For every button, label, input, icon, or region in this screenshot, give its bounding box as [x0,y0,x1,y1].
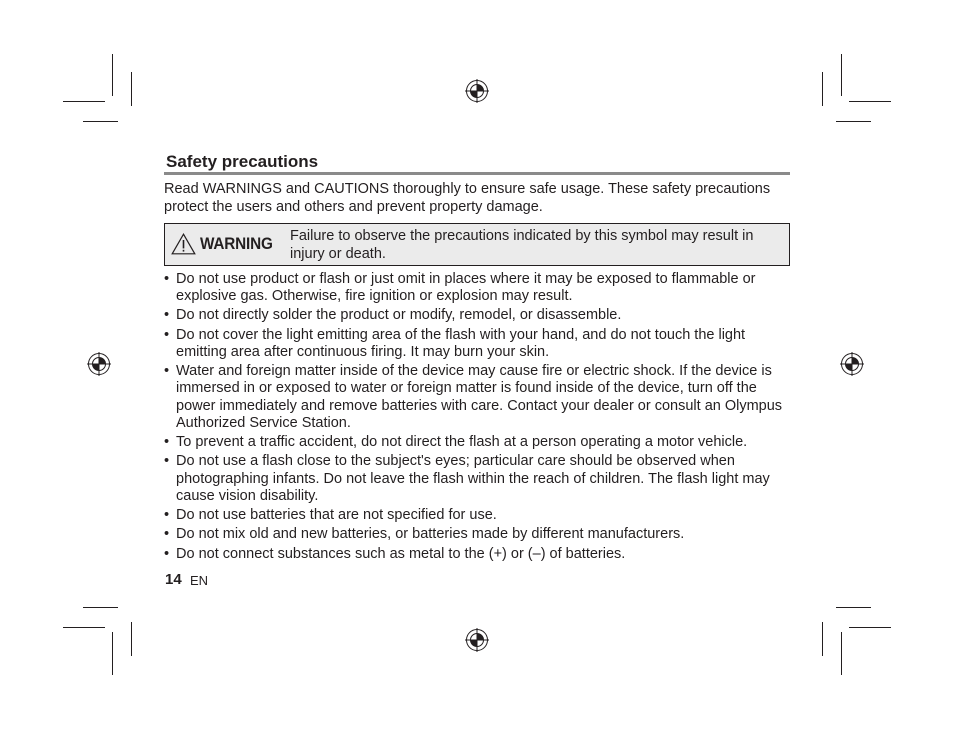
precautions-list [164,271,788,565]
bullet-icon: • [164,326,170,343]
list-item-text: Do not use a flash close to the subject's eyes; particular care should be observed when photographing infants. Do not leave the flash within the reach of children. The flash light may cause vision disability. [176,453,770,505]
registration-mark-icon [87,352,111,376]
page-number: 14 [165,571,182,588]
list-item-text: Do not use batteries that are not specified for use. [176,507,497,524]
list-item-text: To prevent a traffic accident, do not direct the flash at a person operating a motor vehicle. [176,434,748,451]
crop-mark [112,632,113,675]
list-item [164,271,788,306]
crop-mark [63,101,105,102]
registration-mark-icon [465,628,489,652]
bullet-icon: • [164,307,170,324]
intro-paragraph: Read WARNINGS and CAUTIONS thoroughly to ensure safe usage. These safety precautions protect the users and others and prevent property damage. [164,181,771,215]
crop-mark [112,54,113,96]
registration-mark-icon [465,79,489,103]
bullet-icon: • [164,507,170,524]
list-item [164,453,788,505]
list-item [164,307,788,324]
crop-mark [841,54,842,96]
section-title-rule [164,172,790,175]
crop-mark [63,627,105,628]
list-item [164,507,788,524]
page-language: EN [190,573,209,588]
list-item-text: Do not cover the light emitting area of the flash with your hand, and do not touch the light emitting area after continuous firing. It may burn your skin. [176,326,746,360]
crop-mark [822,622,823,656]
bullet-icon: • [164,434,170,451]
list-item [164,363,788,432]
list-item-text: Do not directly solder the product or modify, remodel, or disassemble. [176,307,622,324]
bullet-icon: • [164,363,170,380]
crop-mark [841,632,842,675]
bullet-icon: • [164,545,170,562]
warning-box [164,223,790,266]
bullet-icon: • [164,526,170,543]
crop-mark [83,607,118,608]
list-item-text: Do not mix old and new batteries, or batteries made by different manufacturers. [176,526,685,543]
list-item [164,526,788,543]
section-title: Safety precautions [166,152,319,171]
warning-label-group [171,232,281,256]
crop-mark [836,607,871,608]
bullet-icon: • [164,271,170,287]
crop-mark [131,622,132,656]
warning-label: WARNING [200,234,273,253]
crop-mark [849,101,891,102]
crop-mark [131,72,132,106]
warning-triangle-icon [171,233,196,255]
crop-mark [822,72,823,106]
crop-mark [83,121,118,122]
registration-mark-icon [840,352,864,376]
list-item [164,546,788,563]
warning-text: Failure to observe the precautions indicated by this symbol may result in injury or death. [290,228,754,262]
crop-mark [836,121,871,122]
crop-mark [849,627,891,628]
list-item-text: Do not use product or flash or just omit in places where it may be exposed to flammable or explosive gas. Otherwise, fire ignition or explosion may result. [176,271,756,305]
list-item [164,434,788,451]
list-item-text: Water and foreign matter inside of the device may cause fire or electric shock. If the device is immersed in or exposed to water or foreign matter is found inside of the device, turn off the power immediately and remove batteries with care. Contact your dealer or consult an Olympus Authorized Service Station. [176,363,783,432]
list-item [164,327,788,362]
list-item-text: Do not connect substances such as metal to the (+) or (–) of batteries. [176,545,626,562]
bullet-icon: • [164,453,170,470]
